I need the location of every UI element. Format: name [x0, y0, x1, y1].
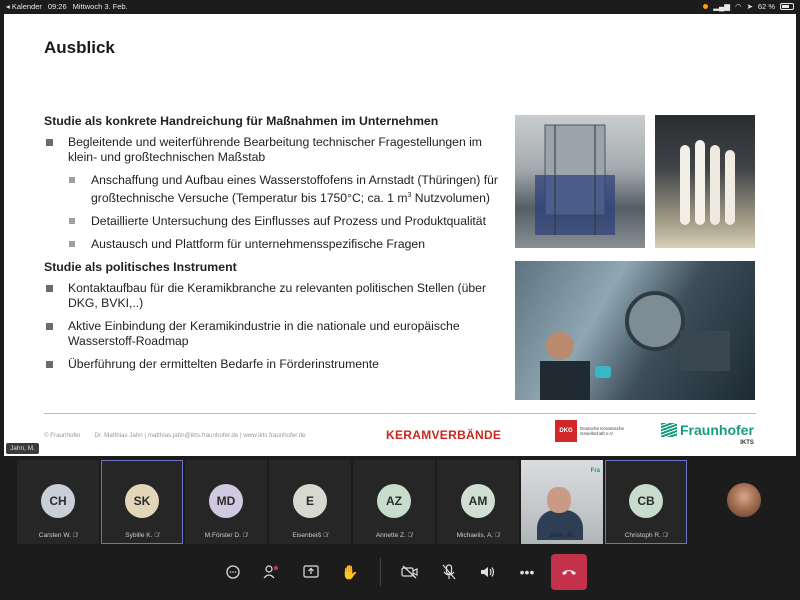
participant-name — [17, 532, 99, 539]
participant-photo-avatar[interactable] — [727, 483, 761, 517]
mic-off-icon — [442, 564, 456, 580]
avatar: E — [293, 484, 327, 518]
share-screen-icon — [303, 565, 319, 579]
slide-content — [44, 114, 514, 380]
participant-tile[interactable] — [17, 460, 99, 544]
wifi-icon: ◠ — [735, 2, 742, 11]
participants-button[interactable] — [253, 554, 291, 590]
footer-divider — [44, 413, 756, 414]
status-bar — [0, 0, 800, 13]
status-time: 09:26 — [47, 2, 67, 11]
furnace-illustration — [515, 115, 645, 248]
participant-tile[interactable] — [101, 460, 183, 544]
mic-off-icon: 🎙̸ — [662, 533, 668, 539]
participant-video-tile[interactable] — [521, 460, 603, 544]
mic-off-icon: 🎙̸ — [154, 533, 159, 539]
presenter-name-tag: Jahn, M. — [6, 443, 39, 454]
mic-off-icon: 🎙̸ — [407, 533, 413, 539]
chat-button[interactable] — [214, 554, 252, 590]
avatar: CB — [629, 484, 663, 518]
raise-hand-icon: ✋ — [341, 563, 359, 580]
participant-tile[interactable] — [353, 460, 435, 544]
avatar: SK — [125, 484, 159, 518]
superscript: 3 — [407, 192, 412, 199]
camera-off-icon — [401, 565, 419, 579]
bullet-item: Aktive Einbindung der Keramikindustrie in die nationale und europäische Wasserstoff-Roadmap — [44, 319, 514, 349]
participant-name — [269, 532, 351, 539]
participant-name-text: M.Förster D. — [204, 532, 241, 539]
dkg-logo — [555, 420, 626, 442]
bullet-item: Überführung der ermittelten Bedarfe in Förderinstrumente — [44, 357, 514, 372]
more-icon: ••• — [519, 564, 535, 580]
participant-name: Jahn, M. — [549, 532, 575, 539]
fraunhofer-mark-icon — [661, 423, 677, 437]
participant-name — [605, 532, 687, 539]
slide-title: Ausblick — [44, 38, 115, 57]
fraunhofer-name: Fraunhofer — [680, 422, 754, 438]
camera-toggle-button[interactable] — [391, 554, 429, 590]
dkg-text: Deutsche Keramische Gesellschaft e.V. — [580, 426, 625, 436]
participant-tile[interactable] — [185, 460, 267, 544]
hang-up-icon — [561, 568, 577, 576]
participant-name-text: Sybille K. — [125, 532, 153, 539]
bullet-item: Begleitende und weiterführende Bearbeitung technischer Fragestellungen im klein- und großtechnischen Maßstab — [44, 135, 514, 165]
participants-icon — [263, 564, 281, 580]
mic-off-icon: 🎙̸ — [323, 533, 328, 539]
battery-percent: 62 % — [757, 2, 775, 11]
participants-strip — [0, 460, 800, 544]
speaker-icon — [480, 565, 496, 579]
participant-name-text: Michaelis, A. — [456, 532, 494, 539]
participant-name — [185, 532, 267, 539]
chat-icon — [225, 564, 241, 580]
ceramic-tubes-photo — [655, 115, 755, 248]
share-screen-button[interactable] — [292, 554, 330, 590]
participant-name-text: Christoph R. — [624, 532, 661, 539]
mic-toggle-button[interactable] — [430, 554, 468, 590]
sub-bullet-text: Anschaffung und Aufbau eines Wasserstoffofens in Arnstadt (Thüringen) für großtechnische Versuche (Temperatur bis 1750°C; ca. 1 m — [91, 173, 498, 206]
hang-up-button[interactable] — [551, 554, 587, 590]
participant-tile[interactable] — [605, 460, 687, 544]
participant-name-text: Eisenbeiß — [292, 532, 322, 539]
slide-footer — [44, 432, 306, 439]
location-icon: ➤ — [746, 2, 753, 11]
recording-indicator-icon — [703, 4, 708, 9]
presenter-face — [547, 487, 571, 513]
sub-bullet-item: Detaillierte Untersuchung des Einflusses auf Prozess und Produktqualität — [44, 214, 514, 229]
bullet-item: Kontaktaufbau für die Keramikbranche zu relevanten politischen Stellen (über DKG, BVKI,..) — [44, 281, 514, 311]
back-to-app-link[interactable]: ◂ Kalender — [6, 2, 42, 11]
participant-name-text: Carsten W. — [38, 532, 71, 539]
signal-icon: ▂▄▆ — [713, 2, 731, 11]
ikts-label: IKTS — [740, 440, 754, 446]
furnace-photo — [515, 115, 645, 248]
lab-equipment-photo — [515, 261, 755, 400]
mic-off-icon: 🎙̸ — [242, 533, 248, 539]
keramverbaende-logo: KERAMVERBÄNDE — [386, 428, 502, 442]
footer-author: Dr. Matthias Jahn | matthias.jahn@ikts.fraunhofer.de | www.ikts.fraunhofer.de — [94, 432, 306, 439]
participant-name — [353, 532, 435, 539]
fraunhofer-logo — [661, 422, 754, 446]
avatar: MD — [209, 484, 243, 518]
lab-illustration — [515, 261, 755, 400]
raise-hand-button[interactable] — [331, 554, 369, 590]
section-heading-2: Studie als politisches Instrument — [44, 260, 237, 275]
participant-name — [437, 532, 519, 539]
more-options-button[interactable] — [508, 554, 546, 590]
section-heading-1: Studie als konkrete Handreichung für Maßnahmen im Unternehmen — [44, 114, 439, 128]
avatar: AM — [461, 484, 495, 518]
sub-bullet-text-end: Nutzvolumen) — [411, 191, 490, 206]
mic-off-icon: 🎙̸ — [72, 533, 78, 539]
participant-tile[interactable] — [437, 460, 519, 544]
participant-name — [101, 532, 183, 539]
battery-icon — [780, 3, 794, 10]
video-background-logo: Fra — [590, 468, 600, 474]
status-date: Mittwoch 3. Feb. — [72, 2, 128, 11]
shared-slide — [4, 14, 796, 456]
avatar: AZ — [377, 484, 411, 518]
sub-bullet-item: Austausch und Plattform für unternehmensspezifische Fragen — [44, 237, 514, 252]
participant-name-text: Annette Z. — [375, 532, 406, 539]
avatar: CH — [41, 484, 75, 518]
speaker-button[interactable] — [469, 554, 507, 590]
participant-tile[interactable] — [269, 460, 351, 544]
dkg-mark: DKG — [555, 420, 577, 442]
meeting-toolbar — [0, 544, 800, 600]
sub-bullet-item — [44, 173, 514, 206]
mic-off-icon: 🎙̸ — [494, 533, 500, 539]
footer-copyright: © Fraunhofer — [44, 432, 81, 439]
ceramic-tubes-illustration — [655, 115, 755, 248]
toolbar-divider — [380, 558, 381, 586]
